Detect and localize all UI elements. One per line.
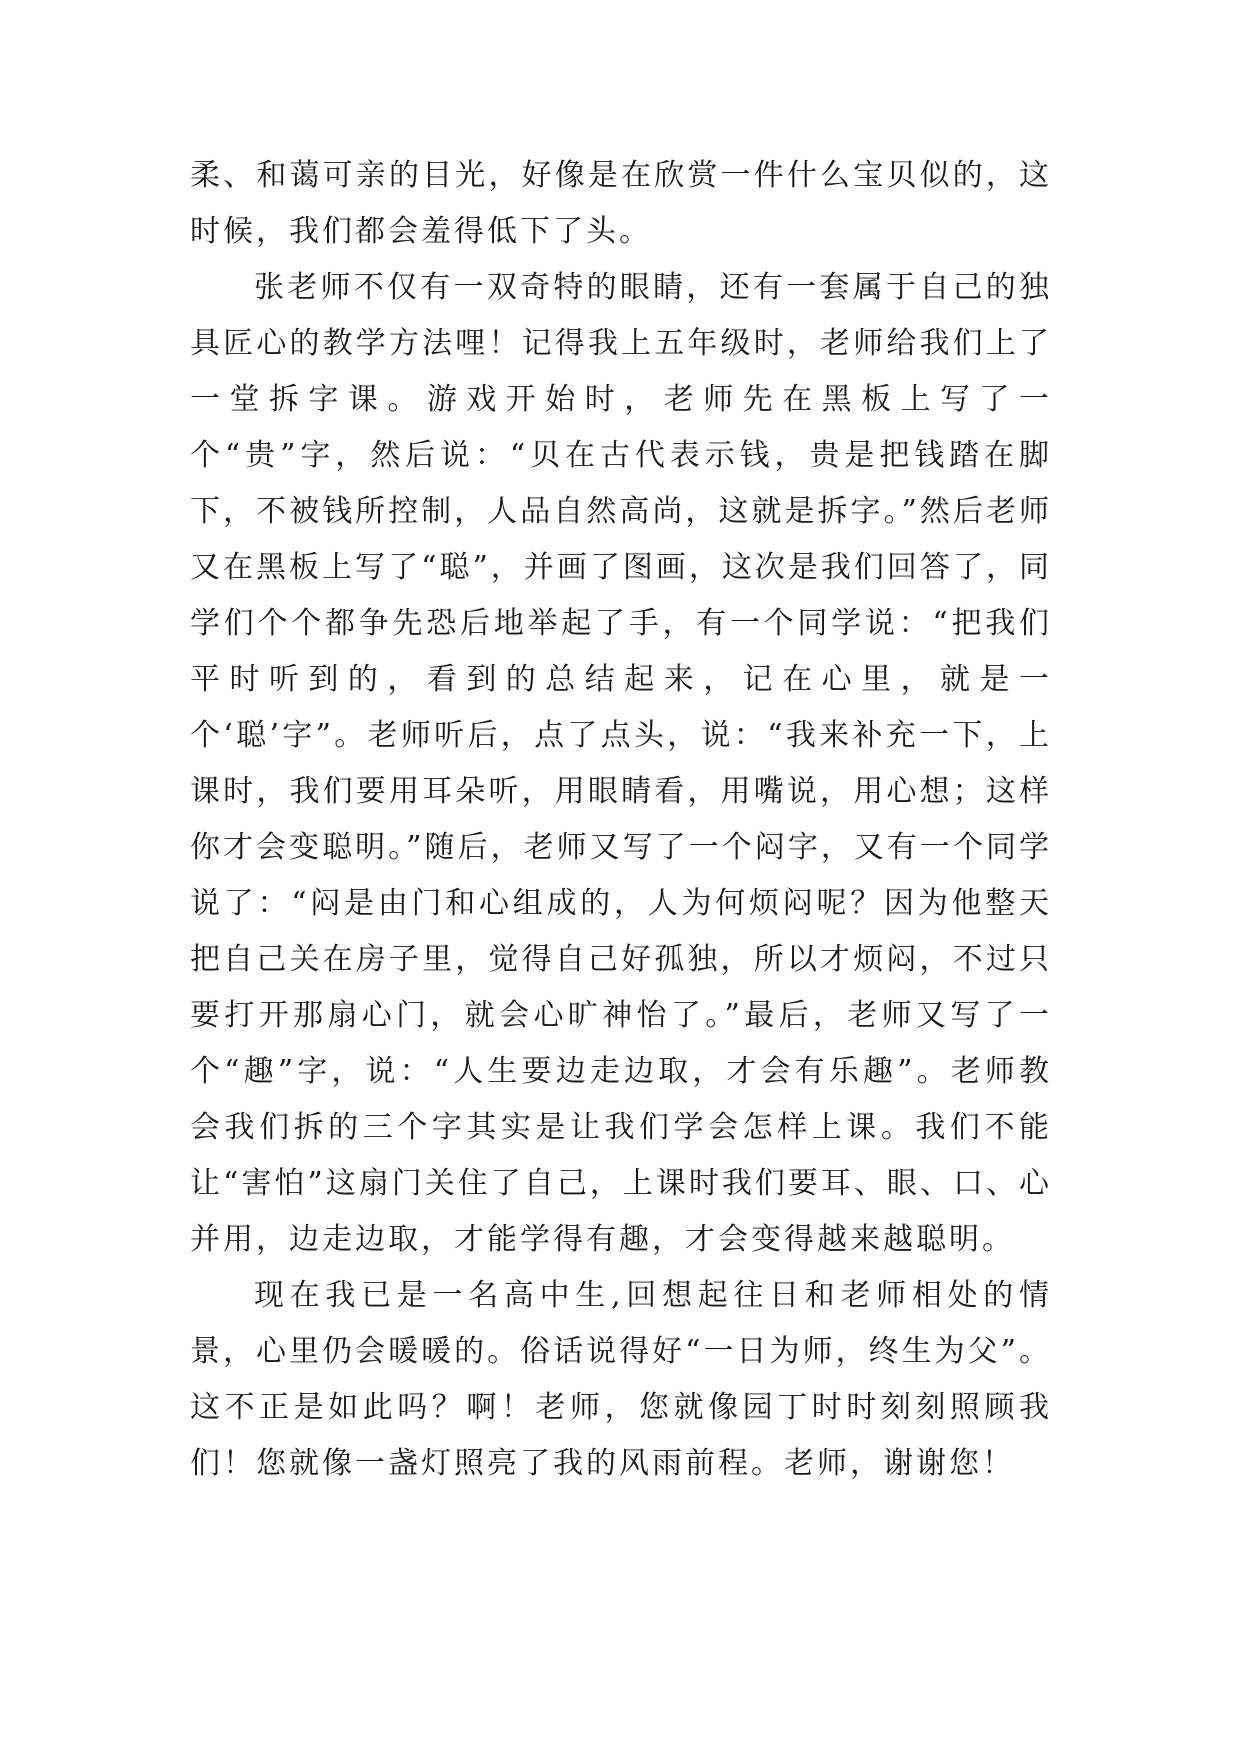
- paragraph-teaching-method: 张老师不仅有一双奇特的眼睛，还有一套属于自己的独具匠心的教学方法哩！记得我上五年级时，老师给我们上了一堂拆字课。游戏开始时，老师先在黑板上写了一个“贵”字，然后说：“贝在古代表示钱，贵是把钱踏在脚下，不被钱所控制，人品自然高尚，这就是拆字。”然后老师又在黑板上写了“聪”，并画了图画，这次是我们回答了，同学们个个都争先恐后地举起了手，有一个同学说：“把我们平时听到的，看到的总结起来，记在心里，就是一个‘聪’字”。老师听后，点了点头，说：“我来补充一下，上课时，我们要用耳朵听，用眼睛看，用嘴说，用心想；这样你才会变聪明。”随后，老师又写了一个闷字，又有一个同学说了：“闷是由门和心组成的，人为何烦闷呢？因为他整天把自己关在房子里，觉得自己好孤独，所以才烦闷，不过只要打开那扇心门，就会心旷神怡了。”最后，老师又写了一个“趣”字，说：“人生要边走边取，才会有乐趣”。老师教会我们拆的三个字其实是让我们学会怎样上课。我们不能让“害怕”这扇门关住了自己，上课时我们要耳、眼、口、心并用，边走边取，才能学得有趣，才会变得越来越聪明。: [190, 270, 1052, 1257]
- paragraph-conclusion: 现在我已是一名高中生,回想起往日和老师相处的情景，心里仍会暖暖的。俗话说得好“一日为师，终生为父”。这不正是如此吗？啊！老师，您就像园丁时时刻刻照顾我们！您就像一盏灯照亮了我的风雨前程。老师，谢谢您！: [190, 1278, 1052, 1481]
- document-body: [190, 148, 1052, 1492]
- paragraph-continuation: 柔、和蔼可亲的目光，好像是在欣赏一件什么宝贝似的，这时候，我们都会羞得低下了头。: [190, 158, 1052, 249]
